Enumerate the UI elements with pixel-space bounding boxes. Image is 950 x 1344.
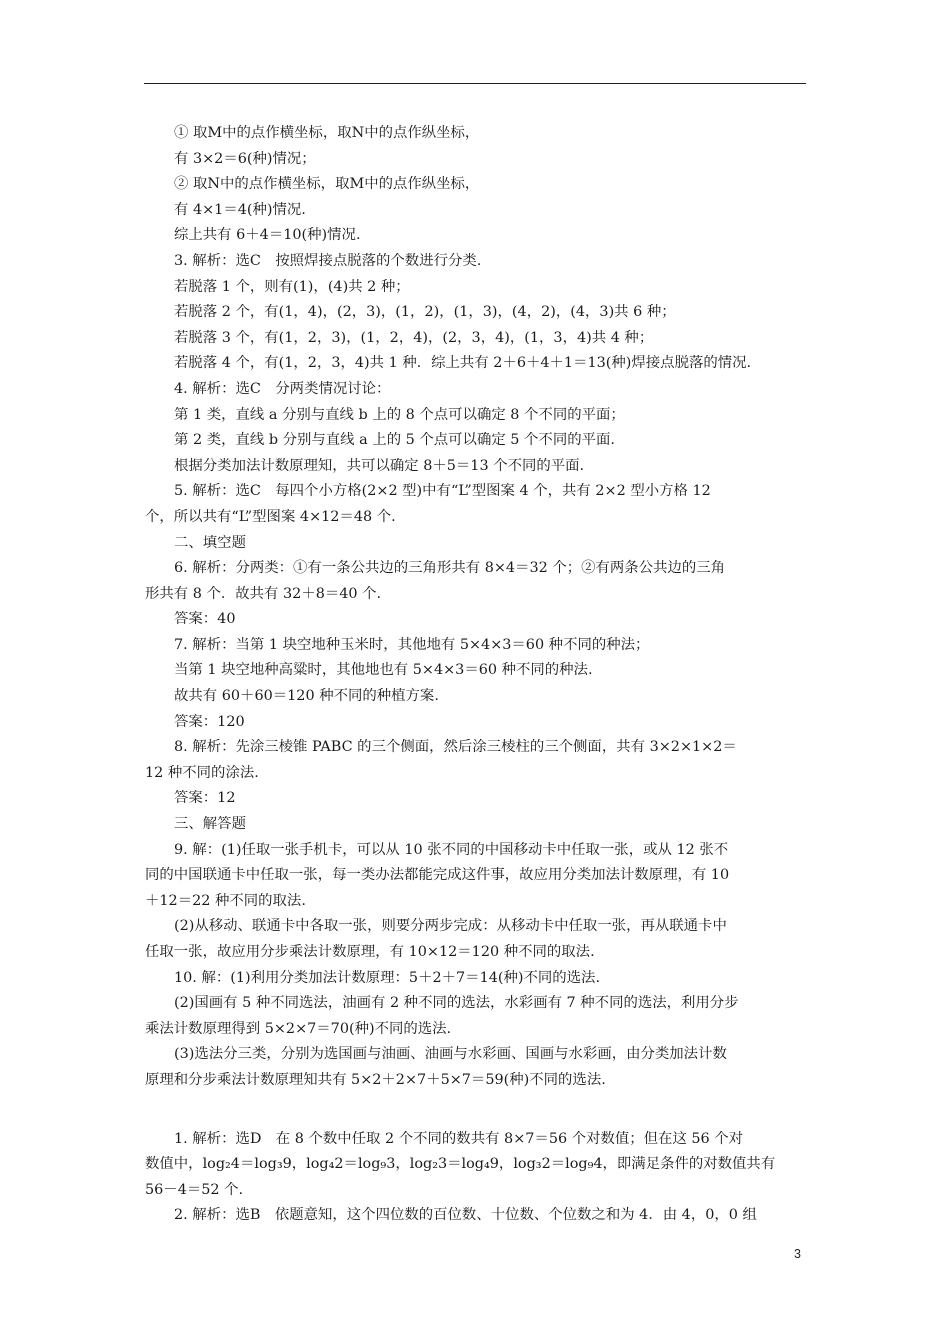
text-line: 故共有 60＋60＝120 种不同的种植方案. [174,688,439,705]
answer-line: 答案：40 [174,611,236,628]
text-line: 综上共有 6＋4＝10(种)情况. [174,227,361,244]
text-line: 有 3×2＝6(种)情况； [174,150,316,167]
text-line: 数值中，log₂4＝log₃9，log₄2＝log₉3，log₂3＝log₄9，log₃2＝log₉4，即满足条件的对数值共有 [145,1156,776,1173]
text-line: (2)国画有 5 种不同选法，油画有 2 种不同的选法，水彩画有 7 种不同的选法，利用分步 [174,995,739,1012]
section-heading: 三、解答题 [174,816,246,833]
text-line: 12 种不同的涂法. [145,764,259,781]
text-line: (2)从移动、联通卡中各取一张，则要分两步完成：从移动卡中任取一张，再从联通卡中 [174,918,727,935]
text-line: 3. 解析：选C 按照焊接点脱落的个数进行分类. [174,252,482,269]
text-line: 第 1 类，直线 a 分别与直线 b 上的 8 个点可以确定 8 个不同的平面； [174,406,625,423]
text-line: 当第 1 块空地种高粱时，其他地也有 5×4×3＝60 种不同的种法. [174,662,593,679]
text-line: 第 2 类，直线 b 分别与直线 a 上的 5 个点可以确定 5 个不同的平面. [174,432,615,449]
answer-line: 答案：12 [174,790,236,807]
header-rule [144,83,806,84]
section-heading: 二、填空题 [174,534,246,551]
text-line: 个，所以共有“L”型图案 4×12＝48 个. [145,508,396,525]
document-body [145,121,809,1229]
text-line: 8. 解析：先涂三棱锥 PABC 的三个侧面，然后涂三棱柱的三个侧面，共有 3×2×1×2＝ [174,739,737,756]
text-line: 4. 解析：选C 分两类情况讨论： [174,380,391,397]
text-line: 根据分类加法计数原理知，共可以确定 8＋5＝13 个不同的平面. [174,457,585,474]
text-line: 原理和分步乘法计数原理知共有 5×2＋2×7＋5×7＝59(种)不同的选法. [145,1071,606,1088]
text-line: 同的中国联通卡中任取一张，每一类办法都能完成这件事，故应用分类加法计数原理，有 10 [145,867,730,884]
text-line: ＋12＝22 种不同的取法. [145,892,306,909]
page-number: 3 [794,1247,801,1261]
text-line: 56－4＝52 个. [145,1181,244,1198]
text-line: ① 取M中的点作横坐标，取N中的点作纵坐标， [174,125,480,141]
paragraph-gap [145,1094,809,1127]
text-line: (3)选法分三类，分别为选国画与油画、油画与水彩画、国画与水彩画，由分类加法计数 [174,1046,727,1063]
answer-line: 答案：120 [174,713,245,730]
text-line: 10. 解：(1)利用分类加法计数原理：5＋2＋7＝14(种)不同的选法. [174,969,601,986]
text-line: 形共有 8 个．故共有 32＋8＝40 个. [145,585,382,602]
text-line: 7. 解析：当第 1 块空地种玉米时，其他地有 5×4×3＝60 种不同的种法； [174,636,650,653]
text-line: 9. 解：(1)任取一张手机卡，可以从 10 张不同的中国移动卡中任取一张，或从 12 张不 [174,841,729,858]
text-line: 2. 解析：选B 依题意知，这个四位数的百位数、十位数、个位数之和为 4．由 4，0，0 组 [174,1207,757,1224]
text-line: 有 4×1＝4(种)情况. [174,201,306,218]
text-line: 若脱落 4 个，有(1，2，3，4)共 1 种．综上共有 2＋6＋4＋1＝13(种)焊接点脱落的情况. [174,355,752,372]
text-line: 若脱落 1 个，则有(1)，(4)共 2 种； [174,278,410,295]
text-line: 乘法计数原理得到 5×2×7＝70(种)不同的选法. [145,1020,452,1037]
text-line: 若脱落 3 个，有(1，2，3)，(1，2，4)，(2，3，4)，(1，3，4)共 4 种； [174,329,654,346]
text-line: 若脱落 2 个，有(1，4)，(2，3)，(1，2)，(1，3)，(4，2)，(4，3)共 6 种； [174,304,676,321]
text-line: 6. 解析：分两类：①有一条公共边的三角形共有 8×4＝32 个；②有两条公共边的三角 [174,560,726,577]
text-line: ② 取N中的点作横坐标，取M中的点作纵坐标， [174,176,480,193]
text-line: 5. 解析：选C 每四个小方格(2×2 型)中有“L”型图案 4 个，共有 2×2 型小方格 12 [174,483,711,500]
text-line: 任取一张，故应用分步乘法计数原理，有 10×12＝120 种不同的取法. [145,944,595,960]
text-line: 1. 解析：选D 在 8 个数中任取 2 个不同的数共有 8×7＝56 个对数值；但在这 56 个对 [174,1130,744,1147]
